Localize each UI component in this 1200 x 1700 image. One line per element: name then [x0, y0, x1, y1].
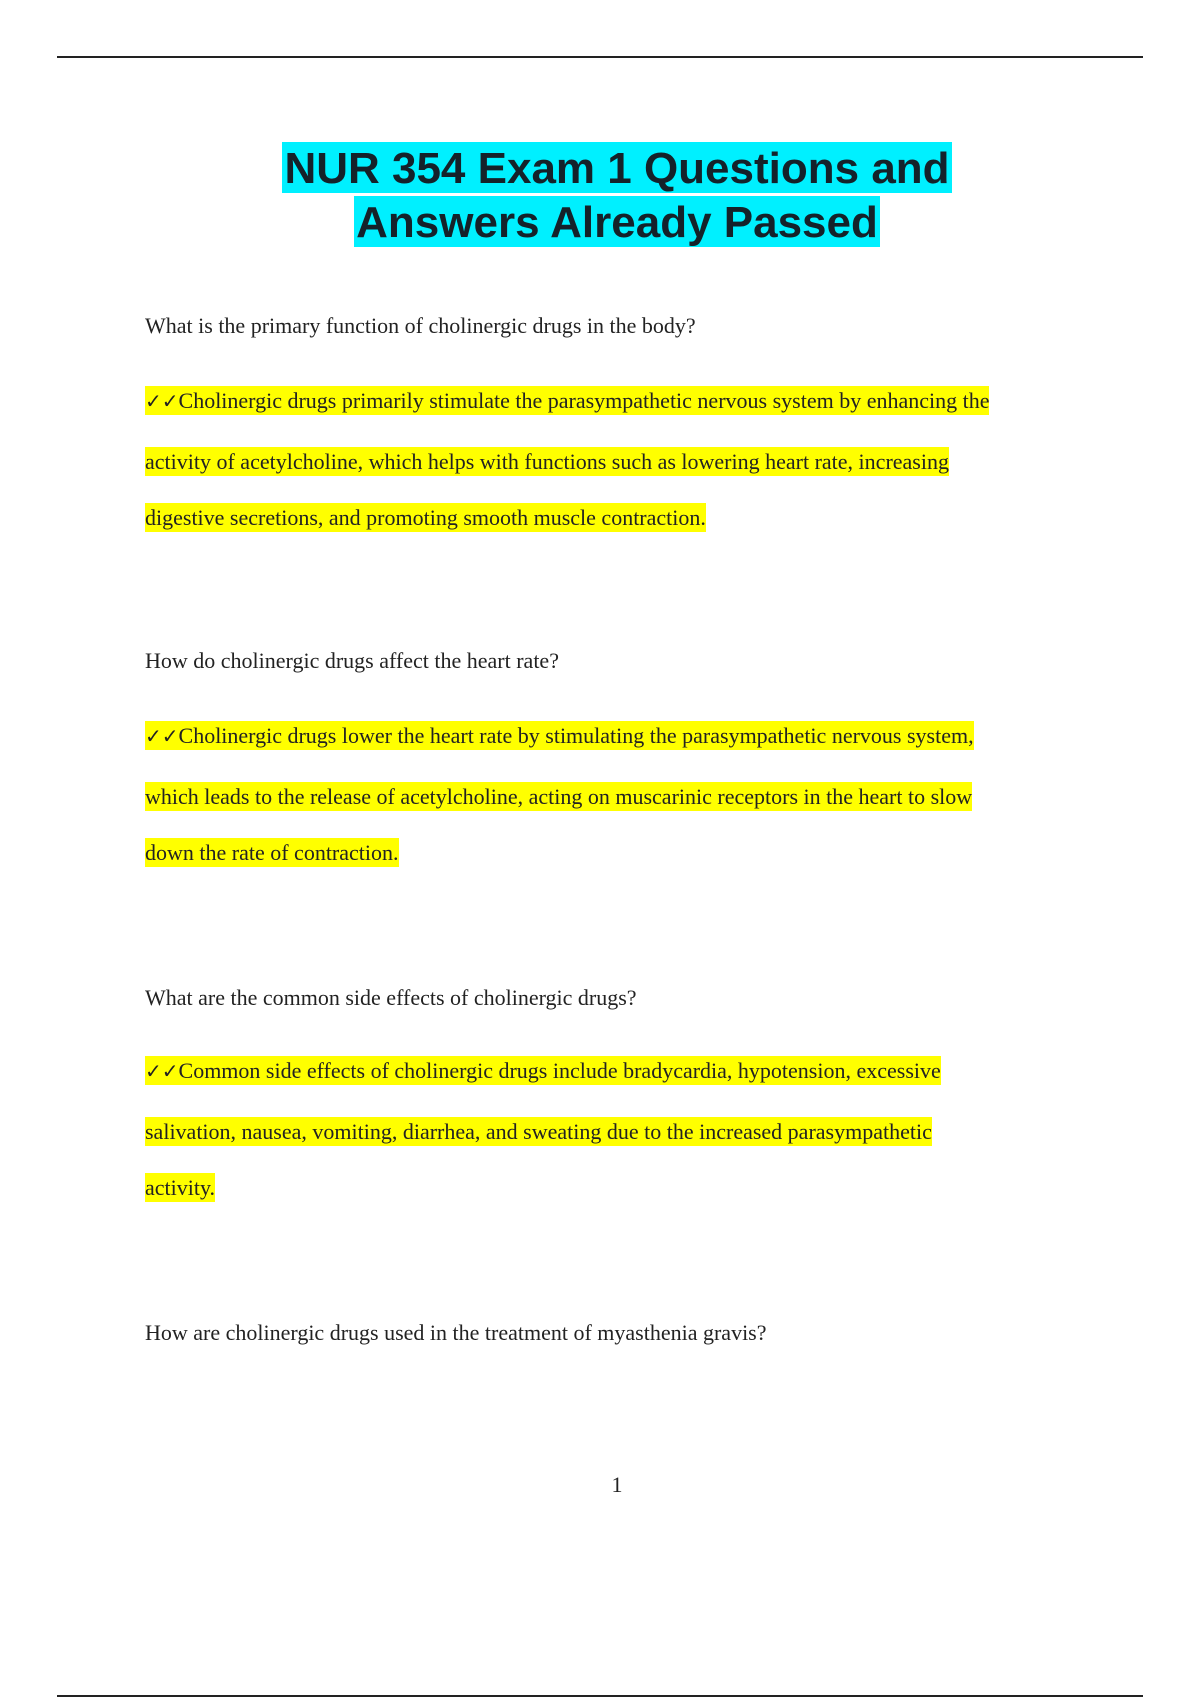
answer-line: activity of acetylcholine, which helps with functions such as lowering heart rate, increasing — [145, 449, 949, 474]
check-icon: ✓✓ — [145, 724, 179, 748]
answer-line: ✓✓Cholinergic drugs primarily stimulate the parasympathetic nervous system by enhancing the — [145, 388, 990, 413]
answer-line: digestive secretions, and promoting smooth muscle contraction. — [145, 505, 706, 530]
question-text: How do cholinergic drugs affect the heart rate? — [145, 648, 559, 673]
document-title — [0, 142, 1200, 250]
answer-line: ✓✓Cholinergic drugs lower the heart rate by stimulating the parasympathetic nervous system, — [145, 723, 974, 748]
title-line: NUR 354 Exam 1 Questions and — [284, 144, 950, 193]
answer-line: down the rate of contraction. — [145, 840, 399, 865]
title-line: Answers Already Passed — [356, 198, 878, 247]
page-number: 1 — [611, 1472, 623, 1497]
check-icon: ✓✓ — [145, 389, 179, 413]
question-text: What are the common side effects of cholinergic drugs? — [145, 985, 637, 1010]
answer-line: ✓✓Common side effects of cholinergic drugs include bradycardia, hypotension, excessive — [145, 1058, 941, 1083]
footer-rule — [57, 1695, 1143, 1697]
question-text: How are cholinergic drugs used in the treatment of myasthenia gravis? — [145, 1320, 767, 1345]
answer-line: salivation, nausea, vomiting, diarrhea, and sweating due to the increased parasympathetic — [145, 1119, 932, 1144]
question-text: What is the primary function of cholinergic drugs in the body? — [145, 313, 696, 338]
answer-line: which leads to the release of acetylcholine, acting on muscarinic receptors in the heart to slow — [145, 784, 973, 809]
header-rule — [57, 56, 1143, 58]
check-icon: ✓✓ — [145, 1059, 179, 1083]
answer-line: activity. — [145, 1175, 216, 1200]
